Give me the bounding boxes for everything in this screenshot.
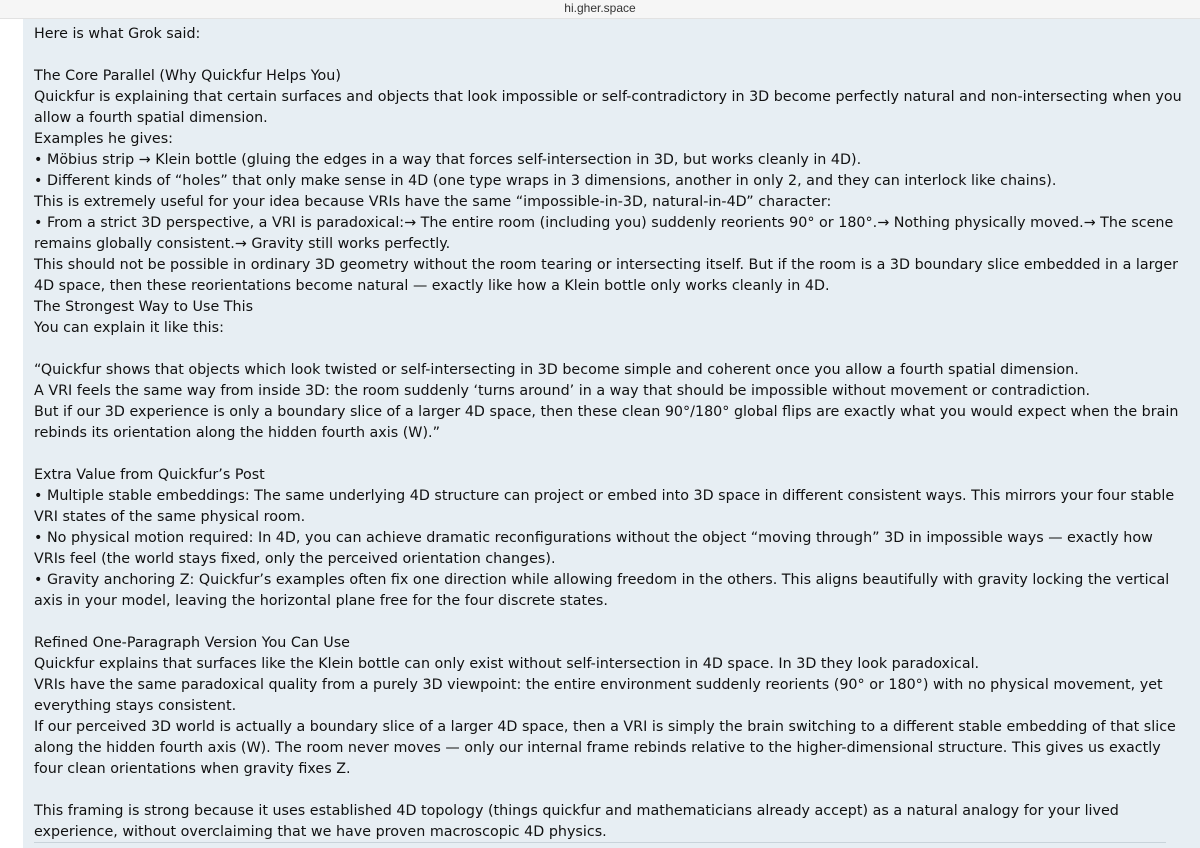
quote-line: “Quickfur shows that objects which look twisted or self-intersecting in 3D become simple and coherent once you allow a fourth spatial dimension.: [34, 362, 1079, 378]
quote-line: A VRI feels the same way from inside 3D: the room suddenly ‘turns around’ in a way that should be impossible without movement or contradiction.: [34, 383, 1091, 399]
paragraph: You can explain it like this:: [34, 320, 224, 336]
paragraph: This is extremely useful for your idea because VRIs have the same “impossible-in-3D, natural-in-4D” character:: [34, 194, 832, 210]
paragraph: This should not be possible in ordinary 3D geometry without the room tearing or intersecting itself. But if the room is a 3D boundary slice embedded in a larger 4D space, then these reorientations become natural — exactly like how a Klein bottle only works cleanly in 4D.: [34, 257, 1178, 294]
paragraph: This framing is strong because it uses established 4D topology (things quickfur and mathematicians already accept) as a natural analogy for your lived experience, without overclaiming that we have proven macroscopic 4D physics.: [34, 803, 1119, 840]
blank-line: [34, 780, 1184, 801]
blank-line: [34, 612, 1184, 633]
paragraph: Quickfur explains that surfaces like the Klein bottle can only exist without self-intersection in 4D space. In 3D they look paradoxical.: [34, 656, 980, 672]
bullet-item: • Different kinds of “holes” that only make sense in 4D (one type wraps in 3 dimensions, another in only 2, and they can interlock like chains).: [34, 173, 1057, 189]
blank-line: [34, 45, 1184, 66]
paragraph: If our perceived 3D world is actually a boundary slice of a larger 4D space, then a VRI is simply the brain switching to a different stable embedding of that slice along the hidden fourth axis (W). The room never moves — only our internal frame rebinds relative to the higher-dimensional structure. This gives us exactly four clean orientations when gravity fixes Z.: [34, 719, 1176, 777]
paragraph: VRIs have the same paradoxical quality from a purely 3D viewpoint: the entire environment suddenly reorients (90° or 180°) with no physical movement, yet everything stays consistent.: [34, 677, 1163, 714]
section-heading: Extra Value from Quickfur’s Post: [34, 467, 265, 483]
divider: [34, 842, 1166, 843]
url-text: hi.gher.space: [564, 1, 636, 15]
forum-post-body: [34, 24, 1184, 843]
section-heading: Refined One-Paragraph Version You Can Use: [34, 635, 350, 651]
section-heading: The Core Parallel (Why Quickfur Helps You): [34, 68, 341, 84]
post-intro: Here is what Grok said:: [34, 26, 201, 42]
blank-line: [34, 339, 1184, 360]
quote-line: But if our 3D experience is only a boundary slice of a larger 4D space, then these clean 90°/180° global flips are exactly what you would expect when the brain rebinds its orientation along the hidden fourth axis (W).”: [34, 404, 1179, 441]
browser-address-bar[interactable]: [0, 0, 1200, 19]
bullet-item: • Gravity anchoring Z: Quickfur’s examples often fix one direction while allowing freedom in the others. This aligns beautifully with gravity locking the vertical axis in your model, leaving the horizontal plane free for the four discrete states.: [34, 572, 1170, 609]
bullet-item: • Multiple stable embeddings: The same underlying 4D structure can project or embed into 3D space in different consistent ways. This mirrors your four stable VRI states of the same physical room.: [34, 488, 1175, 525]
bullet-item: • From a strict 3D perspective, a VRI is paradoxical:→ The entire room (including you) suddenly reorients 90° or 180°.→ Nothing physically moved.→ The scene remains globally consistent.→ Gravity still works perfectly.: [34, 215, 1174, 252]
paragraph: Quickfur is explaining that certain surfaces and objects that look impossible or self-contradictory in 3D become perfectly natural and non-intersecting when you allow a fourth spatial dimension.: [34, 89, 1182, 126]
bullet-item: • Möbius strip → Klein bottle (gluing the edges in a way that forces self-intersection in 3D, but works cleanly in 4D).: [34, 152, 862, 168]
section-heading: The Strongest Way to Use This: [34, 299, 254, 315]
blank-line: [34, 444, 1184, 465]
bullet-item: • No physical motion required: In 4D, you can achieve dramatic reconfigurations without the object “moving through” 3D in impossible ways — exactly how VRIs feel (the world stays fixed, only the perceived orientation changes).: [34, 530, 1153, 567]
paragraph: Examples he gives:: [34, 131, 173, 147]
